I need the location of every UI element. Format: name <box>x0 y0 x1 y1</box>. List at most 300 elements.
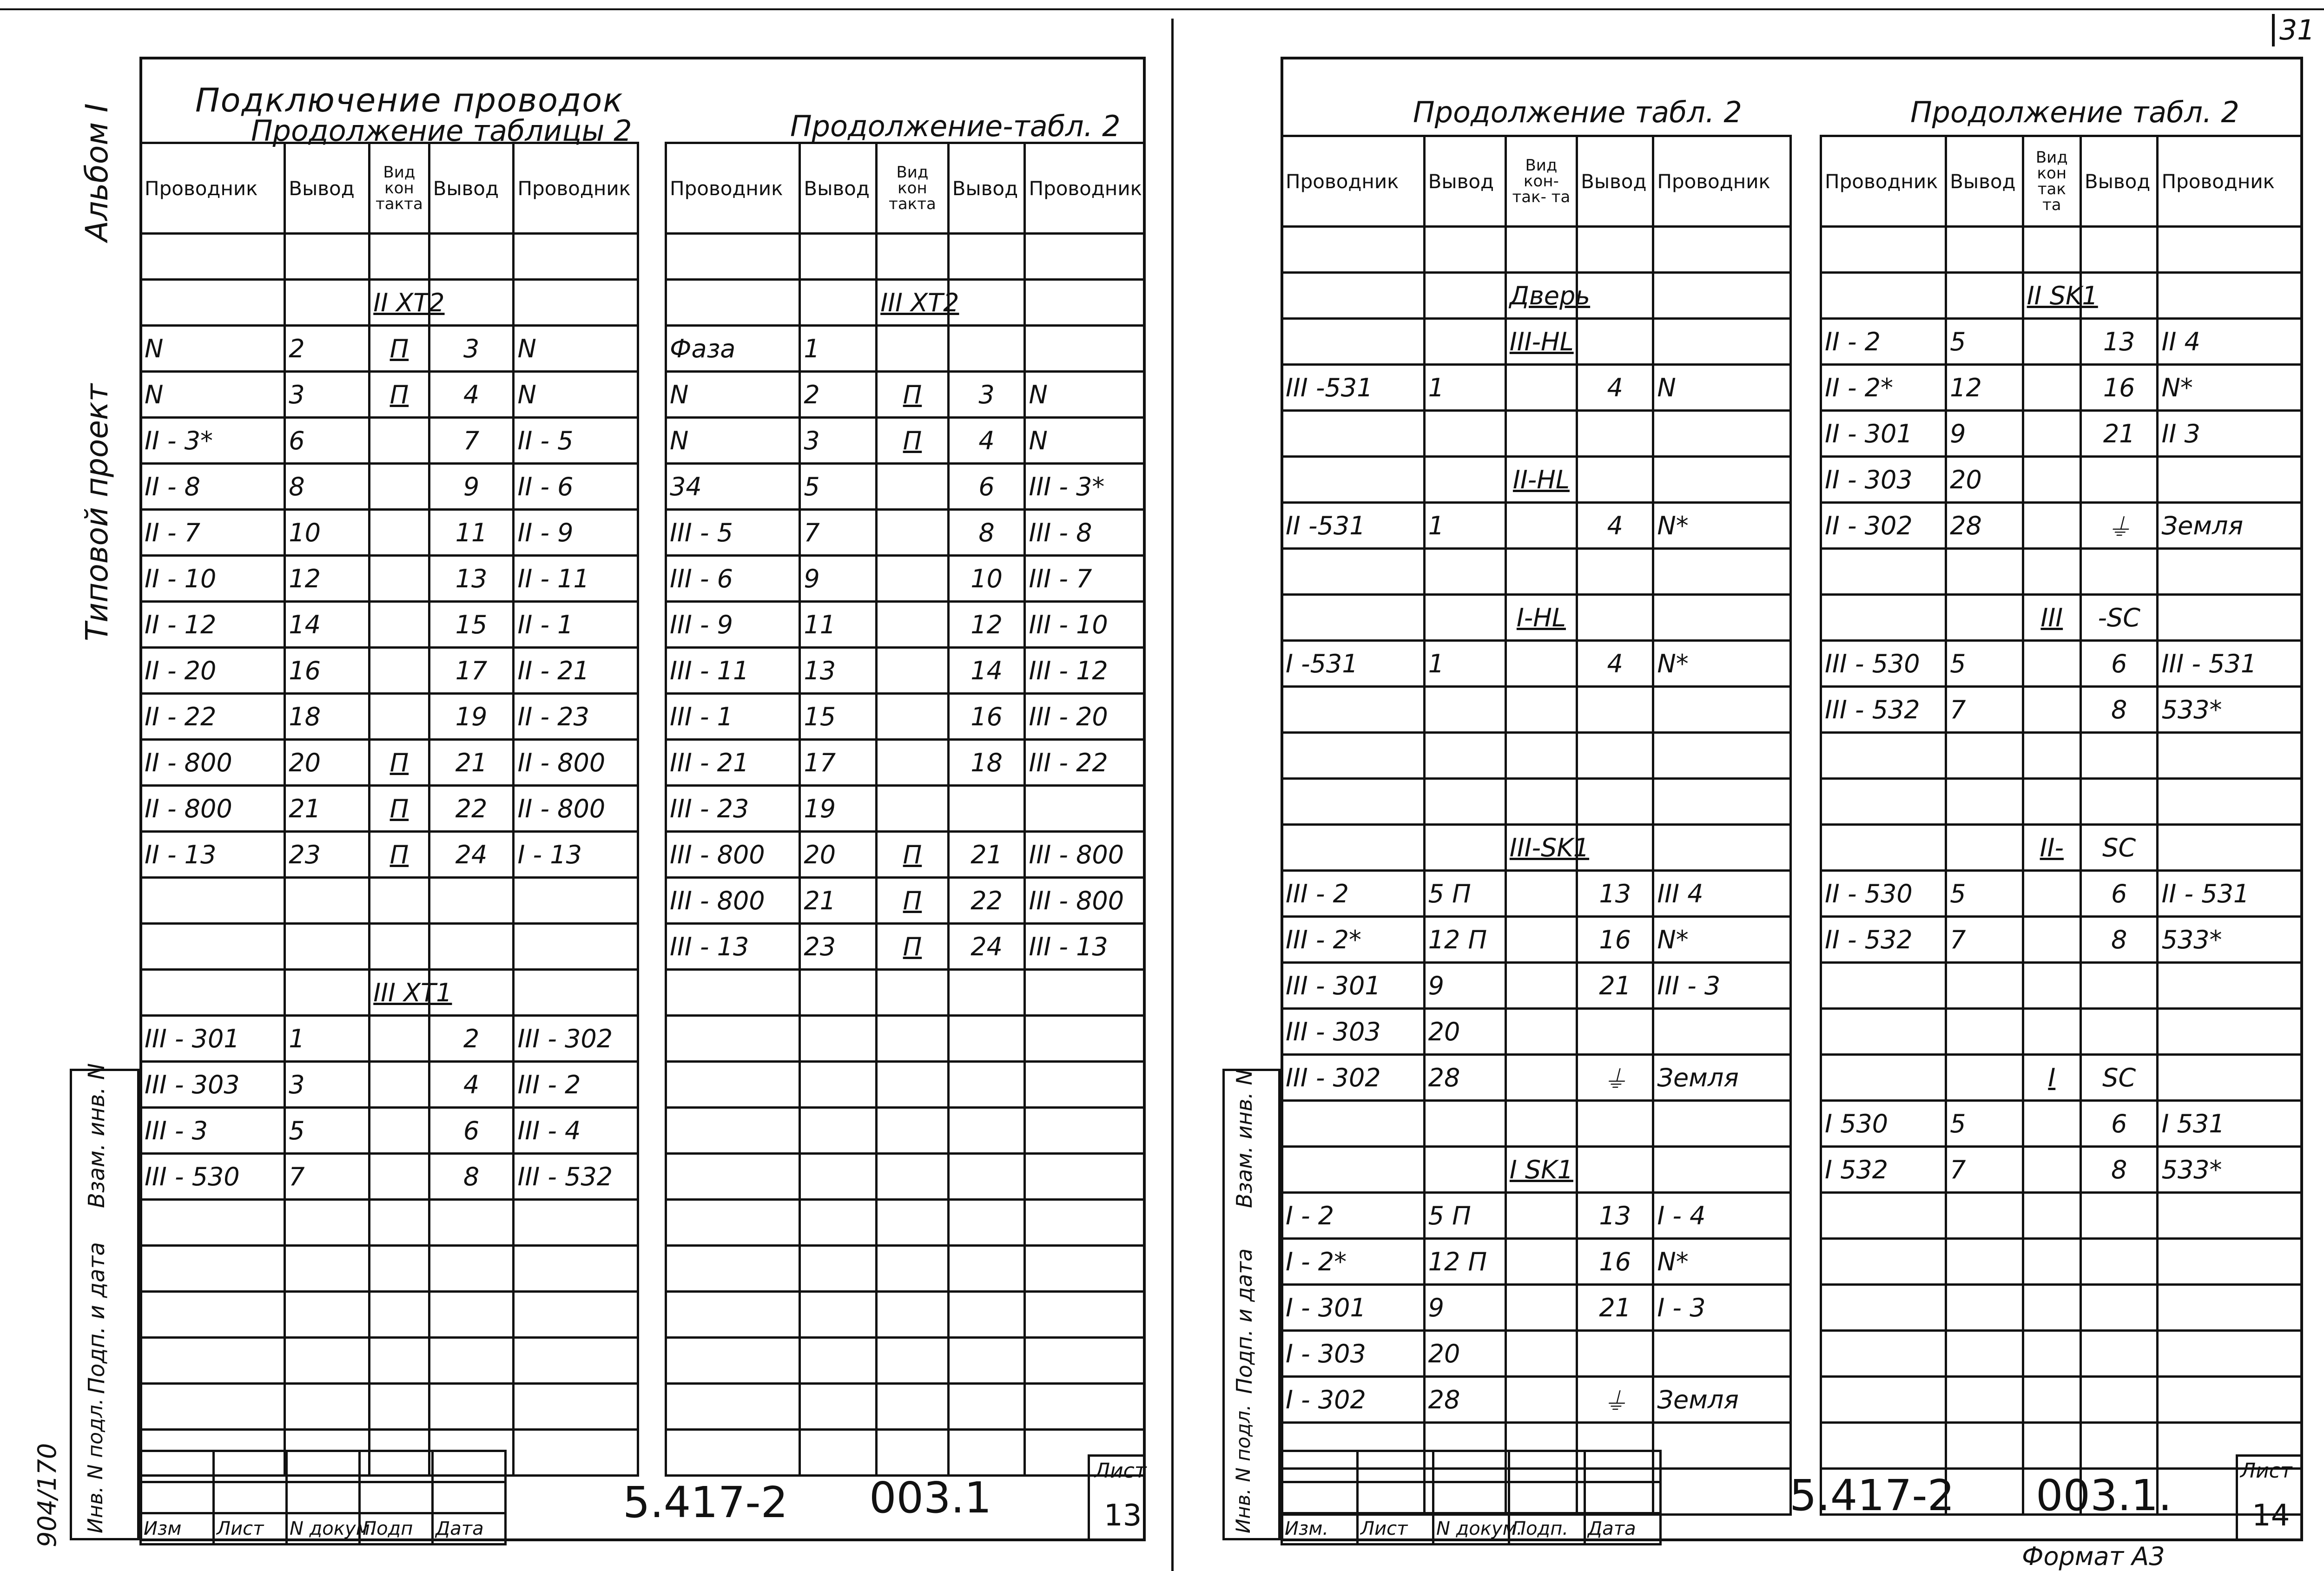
table-cell: III - 11 <box>666 648 800 694</box>
table-cell <box>141 280 285 326</box>
table-cell: 20 <box>1424 1331 1505 1377</box>
table-cell: Земля <box>1653 1377 1791 1423</box>
table-cell <box>1424 457 1505 503</box>
table-cell: II - 20 <box>141 648 285 694</box>
table-cell: III - 301 <box>1282 963 1425 1009</box>
table-row <box>141 556 638 602</box>
table-cell: 6 <box>2080 871 2158 917</box>
table-cell <box>1025 1108 1145 1154</box>
table-cell <box>1424 411 1505 457</box>
table-cell <box>1946 1469 2023 1515</box>
table-cell: II - 530 <box>1821 871 1946 917</box>
table-cell: 533* <box>2158 687 2302 733</box>
table-cell <box>1653 825 1791 871</box>
table-row <box>1821 1147 2302 1193</box>
table-cell <box>800 1016 877 1062</box>
table-cell: II - 1 <box>514 602 638 648</box>
table-row <box>141 464 638 510</box>
table-cell: 7 <box>1946 687 2023 733</box>
table-cell <box>1505 365 1577 411</box>
table-cell <box>370 1292 429 1338</box>
table-cell <box>948 1016 1025 1062</box>
table-cell <box>2080 1285 2158 1331</box>
table-cell: 11 <box>800 602 877 648</box>
table-cell: 8 <box>2080 1147 2158 1193</box>
table-cell <box>370 694 429 740</box>
table-cell <box>1653 1009 1791 1055</box>
table-header-row <box>1282 136 1791 227</box>
table-row <box>1821 365 2302 411</box>
column-header: Проводник <box>666 143 800 234</box>
table-cell: II - 7 <box>141 510 285 556</box>
table-cell: 7 <box>1946 1147 2023 1193</box>
table-cell: III - 12 <box>1025 648 1145 694</box>
stamp-cell <box>1585 1451 1661 1482</box>
right-doc-code: 003.1. <box>2036 1471 2172 1520</box>
table-cell: I - 4 <box>1653 1193 1791 1239</box>
table-row <box>1821 503 2302 549</box>
table-cell: III - 303 <box>141 1062 285 1108</box>
table-cell <box>141 1292 285 1338</box>
table-cell: 5 <box>285 1108 370 1154</box>
stamp-cell <box>433 1451 506 1482</box>
table-cell: ⏚ <box>1577 1377 1653 1423</box>
table-cell: 3 <box>800 418 877 464</box>
table-cell: 18 <box>948 740 1025 786</box>
table-cell <box>1653 1423 1791 1469</box>
table-cell <box>1025 280 1145 326</box>
table-cell <box>370 234 429 280</box>
table-cell <box>948 1384 1025 1430</box>
table-cell <box>2023 1423 2080 1469</box>
table-cell <box>1025 326 1145 372</box>
table-cell: 4 <box>429 1062 514 1108</box>
table-row <box>141 326 638 372</box>
table-cell <box>1505 1101 1577 1147</box>
table-cell <box>2080 1239 2158 1285</box>
table-cell: II - 301 <box>1821 411 1946 457</box>
table-cell: I - 302 <box>1282 1377 1425 1423</box>
table-cell: III - 532 <box>514 1154 638 1200</box>
stamp-label: Изм <box>141 1513 214 1545</box>
table-cell <box>1577 457 1653 503</box>
stamp-label: Лист <box>214 1513 287 1545</box>
table-cell <box>1577 1331 1653 1377</box>
table-cell: 1 <box>285 1016 370 1062</box>
table-cell <box>2023 1377 2080 1423</box>
table-cell: II - 13 <box>141 832 285 878</box>
table-header-row <box>141 143 638 234</box>
table-cell: III - 9 <box>666 602 800 648</box>
table-cell <box>429 1384 514 1430</box>
table-cell <box>285 878 370 924</box>
column-header: Проводник <box>141 143 285 234</box>
stamp-cell <box>141 1451 214 1482</box>
table-cell: 20 <box>1946 457 2023 503</box>
table-cell <box>1025 1200 1145 1246</box>
column-header: Вывод <box>800 143 877 234</box>
stamp-cell <box>1585 1482 1661 1513</box>
table-cell <box>1282 687 1425 733</box>
table-cell: III - 3 <box>141 1108 285 1154</box>
table-cell <box>1946 825 2023 871</box>
table-cell <box>1505 503 1577 549</box>
table-row <box>1282 365 1791 411</box>
table-cell <box>2023 227 2080 273</box>
table-row <box>1821 779 2302 825</box>
table-cell: 1 <box>1424 641 1505 687</box>
table-cell: 17 <box>800 740 877 786</box>
table-cell: 1 <box>1424 365 1505 411</box>
left-strip-text-2: Подп. и дата <box>84 1242 110 1394</box>
table-cell <box>877 1200 949 1246</box>
table-row <box>1282 1377 1791 1423</box>
table-row <box>1821 1423 2302 1469</box>
table-row <box>666 1154 1145 1200</box>
table-cell <box>1946 227 2023 273</box>
table-cell <box>2023 549 2080 595</box>
left-table-b <box>665 142 1146 1477</box>
table-cell: II 3 <box>2158 411 2302 457</box>
right-table-a <box>1281 135 1792 1516</box>
table-cell <box>1505 687 1577 733</box>
table-cell: II - 12 <box>141 602 285 648</box>
left-strip-text-1: Взам. инв. N <box>84 1063 110 1208</box>
table-cell: II - 3* <box>141 418 285 464</box>
table-cell <box>2023 411 2080 457</box>
table-cell: II - 800 <box>514 740 638 786</box>
table-cell <box>1577 1147 1653 1193</box>
table-cell: 2 <box>800 372 877 418</box>
table-row <box>666 878 1145 924</box>
table-cell: ⏚ <box>1577 1055 1653 1101</box>
table-cell: N* <box>1653 503 1791 549</box>
table-cell: III-SK1 <box>1505 825 1577 871</box>
table-cell <box>1505 411 1577 457</box>
table-cell: I <box>2023 1055 2080 1101</box>
table-cell <box>2080 779 2158 825</box>
table-cell: 18 <box>285 694 370 740</box>
table-row <box>1282 963 1791 1009</box>
table-cell: 8 <box>2080 687 2158 733</box>
table-row <box>141 280 638 326</box>
table-cell: 20 <box>800 832 877 878</box>
table-cell: Дверь <box>1505 273 1577 319</box>
table-cell <box>2023 503 2080 549</box>
table-cell: II - 2* <box>1821 365 1946 411</box>
table-cell <box>800 970 877 1016</box>
center-fold <box>1171 19 1174 1571</box>
table-cell <box>948 786 1025 832</box>
table-cell <box>877 970 949 1016</box>
table-row <box>1282 1101 1791 1147</box>
table-cell: III - 2 <box>514 1062 638 1108</box>
table-cell <box>1505 641 1577 687</box>
table-cell: I-HL <box>1505 595 1577 641</box>
format-label: Формат А3 <box>2022 1542 2165 1571</box>
table-cell: III - 800 <box>1025 878 1145 924</box>
table-cell <box>1821 1055 1946 1101</box>
table-cell <box>141 1200 285 1246</box>
stamp-label: Дата <box>1585 1513 1661 1545</box>
table-cell <box>1505 733 1577 779</box>
stamp-row <box>141 1451 506 1482</box>
table-cell <box>2080 963 2158 1009</box>
table-cell: III 4 <box>1653 871 1791 917</box>
column-header: Вид кон так та <box>2023 136 2080 227</box>
table-row <box>1821 871 2302 917</box>
table-cell <box>1653 1469 1791 1515</box>
table-cell: III - 5 <box>666 510 800 556</box>
table-cell: 8 <box>429 1154 514 1200</box>
table-row <box>1821 1377 2302 1423</box>
left-doc-number: 5.417-2 <box>623 1478 788 1527</box>
table-cell: 13 <box>2080 319 2158 365</box>
table-cell <box>1946 1239 2023 1285</box>
table-cell <box>1653 319 1791 365</box>
table-cell <box>1653 595 1791 641</box>
table-cell <box>2023 457 2080 503</box>
table-cell <box>948 1200 1025 1246</box>
table-row <box>1282 457 1791 503</box>
table-row <box>666 1016 1145 1062</box>
table-cell <box>877 1062 949 1108</box>
table-cell: 8 <box>948 510 1025 556</box>
table-cell <box>285 1200 370 1246</box>
table-cell <box>285 970 370 1016</box>
table-cell <box>285 924 370 970</box>
column-header: Вывод <box>2080 136 2158 227</box>
table-cell <box>370 556 429 602</box>
table-cell <box>2023 871 2080 917</box>
table-row <box>1821 1193 2302 1239</box>
table-cell <box>370 510 429 556</box>
table-row <box>1821 1331 2302 1377</box>
table-cell <box>1025 1338 1145 1384</box>
table-cell <box>1282 825 1425 871</box>
table-cell <box>800 1062 877 1108</box>
table-cell: 9 <box>429 464 514 510</box>
table-cell: 6 <box>2080 641 2158 687</box>
table-row <box>666 556 1145 602</box>
table-cell <box>1821 1423 1946 1469</box>
table-cell <box>2023 1331 2080 1377</box>
left-subtitle-a: Продолжение таблицы 2 <box>251 114 632 148</box>
table-row <box>1821 227 2302 273</box>
table-cell <box>1653 1331 1791 1377</box>
table-cell: III - 530 <box>141 1154 285 1200</box>
table-cell <box>1653 733 1791 779</box>
table-row <box>666 694 1145 740</box>
table-cell: N <box>1025 372 1145 418</box>
table-cell: 7 <box>429 418 514 464</box>
right-subtitle-b: Продолжение табл. 2 <box>1910 95 2239 129</box>
table-cell: 3 <box>285 372 370 418</box>
table-cell: П <box>370 326 429 372</box>
table-cell <box>1821 1009 1946 1055</box>
table-cell <box>1946 549 2023 595</box>
table-row <box>141 1154 638 1200</box>
table-cell: I SK1 <box>1505 1147 1577 1193</box>
table-cell <box>1424 319 1505 365</box>
table-row <box>1282 411 1791 457</box>
stamp-cell <box>1509 1482 1585 1513</box>
table-row <box>141 648 638 694</box>
table-row <box>1821 549 2302 595</box>
table-cell <box>1282 227 1425 273</box>
table-cell <box>1653 687 1791 733</box>
table-row <box>141 878 638 924</box>
table-cell <box>1424 825 1505 871</box>
table-cell <box>1821 595 1946 641</box>
table-cell <box>877 1338 949 1384</box>
table-row <box>666 1338 1145 1384</box>
table-cell: 16 <box>1577 917 1653 963</box>
table-row <box>1821 273 2302 319</box>
table-cell <box>514 1338 638 1384</box>
table-cell <box>1424 595 1505 641</box>
table-cell <box>514 1200 638 1246</box>
table-cell: II - 11 <box>514 556 638 602</box>
table-cell <box>141 1246 285 1292</box>
table-cell <box>1505 963 1577 1009</box>
table-cell: 16 <box>285 648 370 694</box>
table-cell: 4 <box>429 372 514 418</box>
table-row <box>666 786 1145 832</box>
table-cell <box>1577 595 1653 641</box>
table-cell: III-HL <box>1505 319 1577 365</box>
table-cell <box>877 1154 949 1200</box>
table-cell: П <box>877 878 949 924</box>
right-stamp <box>1281 1450 1662 1545</box>
table-cell <box>800 1430 877 1476</box>
stamp-cell <box>1433 1482 1509 1513</box>
table-cell <box>1505 1193 1577 1239</box>
table-cell <box>1505 779 1577 825</box>
table-row <box>666 510 1145 556</box>
stamp-cell <box>1282 1482 1358 1513</box>
table-cell <box>2158 549 2302 595</box>
table-cell: III - 20 <box>1025 694 1145 740</box>
table-cell <box>1025 1016 1145 1062</box>
table-cell <box>877 1246 949 1292</box>
table-cell: III - 531 <box>2158 641 2302 687</box>
table-cell: 21 <box>285 786 370 832</box>
table-row <box>666 832 1145 878</box>
column-header: Вывод <box>1946 136 2023 227</box>
table-cell: 22 <box>429 786 514 832</box>
table-cell <box>514 280 638 326</box>
table-cell <box>1424 687 1505 733</box>
table-cell <box>2023 365 2080 411</box>
table-cell: III - 3 <box>1653 963 1791 1009</box>
table-cell: 16 <box>948 694 1025 740</box>
table-cell <box>800 234 877 280</box>
table-cell <box>370 1016 429 1062</box>
table-cell <box>2080 457 2158 503</box>
table-cell: III -531 <box>1282 365 1425 411</box>
right-strip-text-2: Подп. и дата <box>1232 1248 1257 1394</box>
table-cell <box>2023 1239 2080 1285</box>
table-cell: II XT2 <box>370 280 429 326</box>
table-row <box>1821 595 2302 641</box>
table-cell: 19 <box>800 786 877 832</box>
table-cell <box>1025 1246 1145 1292</box>
table-row <box>666 1292 1145 1338</box>
table-cell <box>1424 549 1505 595</box>
table-cell <box>141 924 285 970</box>
table-cell: N <box>1653 365 1791 411</box>
table-cell <box>2080 1423 2158 1469</box>
table-cell <box>877 694 949 740</box>
table-cell: II - 5 <box>514 418 638 464</box>
table-cell: I - 2* <box>1282 1239 1425 1285</box>
table-cell: 21 <box>948 832 1025 878</box>
table-cell: III - 22 <box>1025 740 1145 786</box>
table-cell: 28 <box>1424 1055 1505 1101</box>
table-cell: 5 <box>800 464 877 510</box>
table-cell <box>1946 1055 2023 1101</box>
table-cell: 15 <box>800 694 877 740</box>
table-cell <box>1653 549 1791 595</box>
table-cell <box>1821 1331 1946 1377</box>
table-cell <box>514 1430 638 1476</box>
table-cell: II - 9 <box>514 510 638 556</box>
table-cell <box>877 510 949 556</box>
table-cell: 13 <box>1577 871 1653 917</box>
table-cell <box>1577 687 1653 733</box>
table-cell: II - 10 <box>141 556 285 602</box>
table-cell: III - 302 <box>514 1016 638 1062</box>
stamp-cell <box>141 1482 214 1513</box>
table-cell: 6 <box>285 418 370 464</box>
table-cell: П <box>370 740 429 786</box>
table-cell <box>1424 1147 1505 1193</box>
left-title: Подключение проводок <box>195 81 624 119</box>
table-cell: III XT2 <box>877 280 949 326</box>
table-cell <box>666 280 800 326</box>
table-row <box>666 418 1145 464</box>
table-row <box>1282 871 1791 917</box>
table-row <box>141 694 638 740</box>
table-cell: I - 2 <box>1282 1193 1425 1239</box>
table-cell <box>2023 1101 2080 1147</box>
right-doc-number: 5.417-2 <box>1789 1471 1955 1520</box>
table-row <box>1282 1055 1791 1101</box>
table-cell <box>1505 1239 1577 1285</box>
table-row <box>666 648 1145 694</box>
table-cell <box>666 1246 800 1292</box>
table-cell: II- <box>2023 825 2080 871</box>
table-row <box>1282 273 1791 319</box>
table-cell: 21 <box>2080 411 2158 457</box>
table-cell <box>2080 1377 2158 1423</box>
table-cell: 5 П <box>1424 871 1505 917</box>
table-cell: Земля <box>1653 1055 1791 1101</box>
table-cell <box>2158 1239 2302 1285</box>
table-cell <box>877 740 949 786</box>
table-cell: 8 <box>285 464 370 510</box>
table-cell <box>1577 779 1653 825</box>
table-row <box>666 372 1145 418</box>
stamp-cell <box>360 1451 433 1482</box>
side-text-project: Типовой проект <box>79 383 115 641</box>
table-row <box>141 1384 638 1430</box>
table-cell: 12 <box>1946 365 2023 411</box>
table-cell <box>1282 1147 1425 1193</box>
table-cell: N* <box>2158 365 2302 411</box>
table-cell <box>1821 1239 1946 1285</box>
